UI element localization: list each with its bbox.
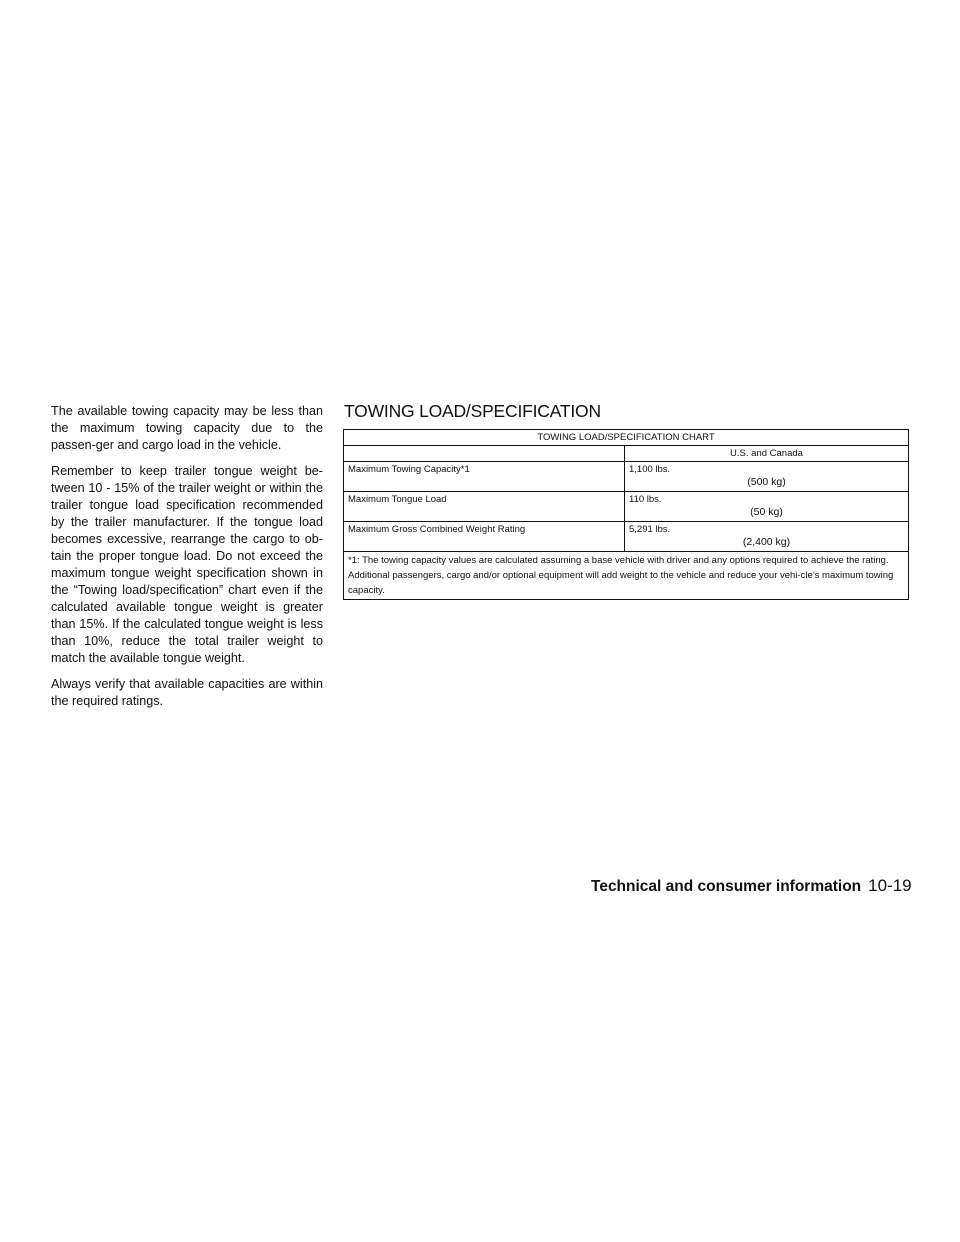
section-title: TOWING LOAD/SPECIFICATION	[344, 401, 601, 421]
table-caption-row	[344, 430, 909, 446]
paragraph-tongue-weight: Remember to keep trailer tongue weight be-tween 10 - 15% of the trailer weight or within the trailer tongue load specification recommended by the trailer manufacturer. If the tongue load becomes excessive, rearrange the cargo to ob-tain the proper tongue load. Do not exceed the maximum tongue weight specification shown in the “Towing load/specification” chart even if the calculated available tongue weight is greater than 15%. If the calculated tongue weight is less than 10%, reduce the total trailer weight to match the available tongue weight.	[51, 464, 323, 665]
table-header-row	[344, 446, 909, 462]
row-value	[625, 462, 909, 492]
body-text-column	[51, 403, 323, 719]
towing-spec-table	[343, 429, 909, 600]
region-header: U.S. and Canada	[625, 446, 909, 462]
table-row	[344, 462, 909, 492]
value-kg: (2,400 kg)	[742, 536, 791, 548]
table-row	[344, 522, 909, 552]
footer-section-name: Technical and consumer information	[591, 878, 862, 895]
value-kg: (50 kg)	[750, 506, 783, 518]
value-lbs: 1,100 lbs.	[629, 464, 671, 475]
header-empty-cell	[344, 446, 625, 462]
row-label: Maximum Gross Combined Weight Rating	[344, 522, 625, 552]
table-footnote-row	[344, 552, 909, 600]
table-footnote: *1: The towing capacity values are calculated assuming a base vehicle with driver and any options required to achieve the rating. Additional passengers, cargo and/or optional equipment will add weight to the vehicle and reduce your vehi-cle’s maximum towing capacity.	[344, 552, 909, 600]
page-footer	[591, 876, 912, 896]
row-value	[625, 522, 909, 552]
row-value	[625, 492, 909, 522]
table-row	[344, 492, 909, 522]
row-label: Maximum Towing Capacity*1	[344, 462, 625, 492]
table-caption: TOWING LOAD/SPECIFICATION CHART	[344, 430, 909, 446]
row-label: Maximum Tongue Load	[344, 492, 625, 522]
value-kg: (500 kg)	[747, 476, 786, 488]
paragraph-verify: Always verify that available capacities are within the required ratings.	[51, 677, 323, 708]
value-lbs: 110 lbs.	[629, 494, 662, 505]
paragraph-capacity: The available towing capacity may be less than the maximum towing capacity due to the passen-ger and cargo load in the vehicle.	[51, 404, 323, 452]
value-lbs: 5,291 lbs.	[629, 524, 671, 535]
page-number: 10-19	[868, 876, 912, 895]
